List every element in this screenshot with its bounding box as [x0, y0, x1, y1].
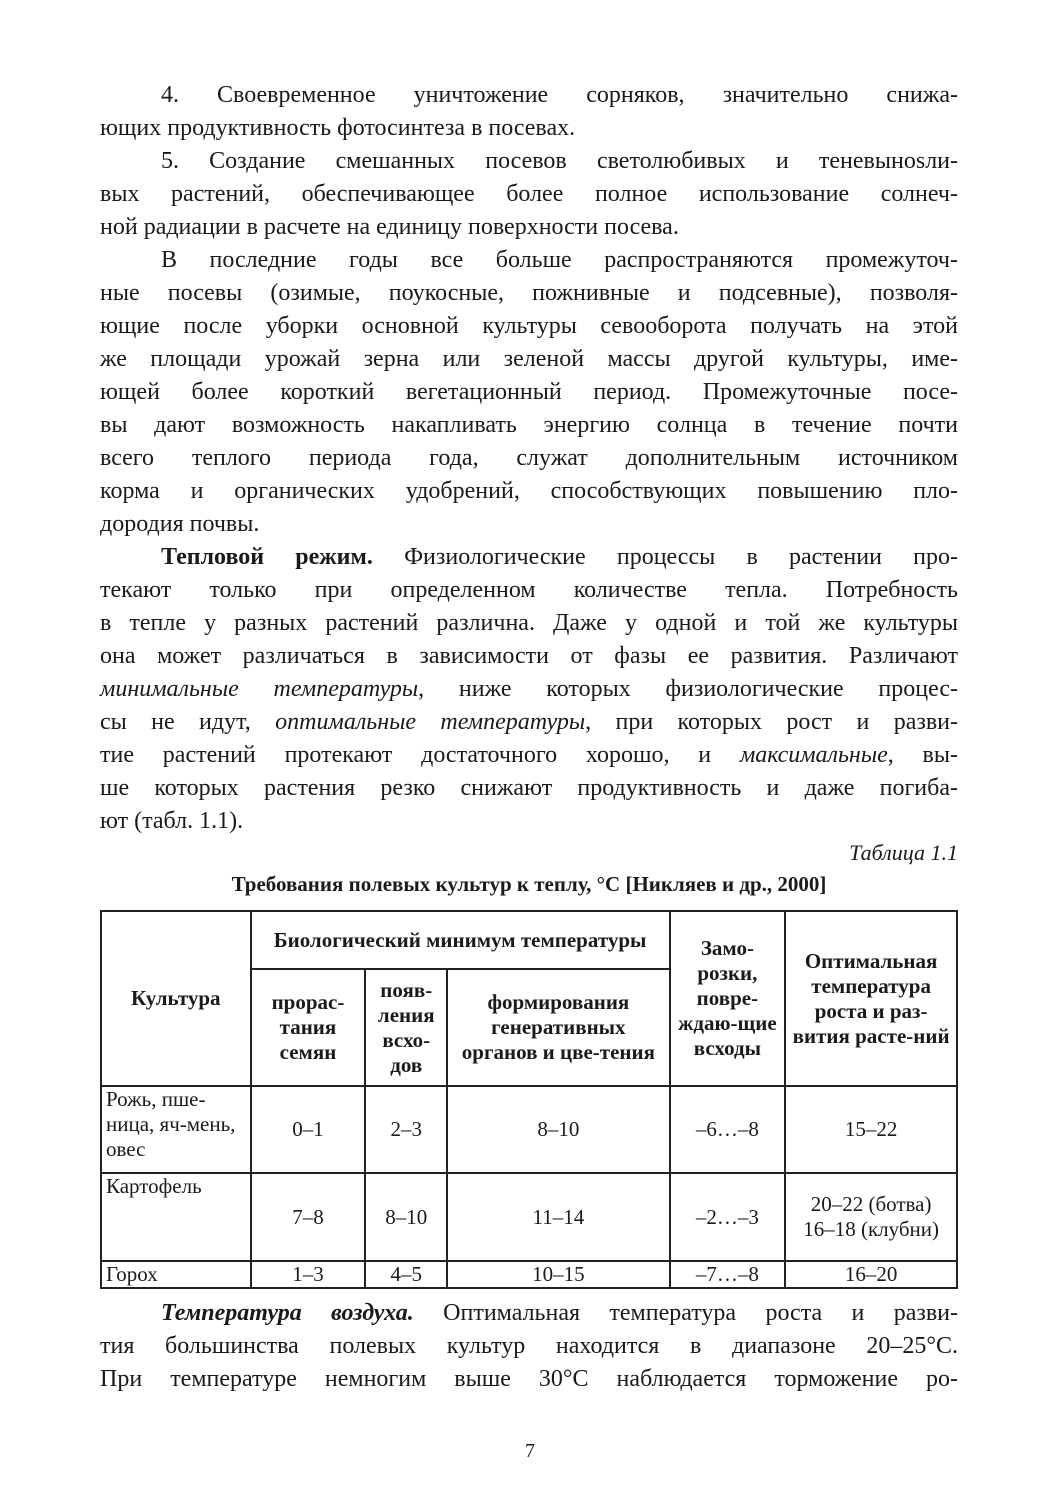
text-run: всего теплого периода года, служат дополнительным источником — [100, 445, 958, 471]
text-run: тие растений протекают достаточного хорошо, и — [100, 742, 740, 768]
text-run: вы дают возможность накапливать энергию солнца в течение почти — [100, 412, 958, 438]
text-line — [100, 343, 958, 376]
text-run: 5. Создание смешанных посевов светолюбивых и теневынosли- — [161, 148, 958, 174]
text-run: в тепле у разных растений различна. Даже у одной и той же культуры — [100, 610, 958, 636]
cell-formation: 8–10 — [447, 1086, 669, 1173]
text-line — [100, 277, 958, 310]
header-optimal: Оптимальная температура роста и раз-вития расте-ний — [785, 911, 957, 1086]
text-run: , ниже которых физиологические процес- — [418, 676, 958, 702]
text-line — [100, 1330, 958, 1363]
text-line — [100, 706, 958, 739]
cell-optimal: 16–20 — [785, 1261, 957, 1288]
cell-frost: –6…–8 — [670, 1086, 786, 1173]
cell-formation: 10–15 — [447, 1261, 669, 1288]
header-formation: формирования генеративных органов и цве-тения — [447, 969, 669, 1086]
text-line — [100, 574, 958, 607]
text-line — [100, 508, 958, 541]
cell-frost: –7…–8 — [670, 1261, 786, 1288]
text-run: Физиологические процессы в растении про- — [372, 544, 958, 570]
text-line — [100, 1297, 958, 1330]
text-line — [100, 541, 958, 574]
text-line — [100, 145, 958, 178]
header-frost: Замо-розки, повре-ждаю-щие всходы — [670, 911, 786, 1086]
text-run: вых растений, обеспечивающее более полное использование солнеч- — [100, 181, 958, 207]
text-run: корма и органических удобрений, способствующих повышению пло- — [100, 478, 958, 504]
text-run: ные посевы (озимые, поукосные, пожнивные и подсевные), позволя- — [100, 280, 958, 306]
text-run: В последние годы все больше распространяются промежуточ- — [161, 247, 958, 273]
page-number: 7 — [525, 1440, 535, 1462]
text-run: ют (табл. 1.1). — [100, 808, 244, 834]
text-line — [100, 475, 958, 508]
text-line — [100, 112, 958, 145]
text-line — [100, 607, 958, 640]
text-line — [100, 640, 958, 673]
table-row — [101, 1173, 957, 1261]
text-run: ющие после уборки основной культуры севооборота получать на этой — [100, 313, 958, 339]
body-text-top — [100, 79, 958, 838]
header-germination: прорас-тания семян — [251, 969, 366, 1086]
text-run: 4. Своевременное уничтожение сорняков, значительно снижа- — [161, 82, 958, 108]
text-line — [100, 211, 958, 244]
text-line — [100, 244, 958, 277]
cell-formation: 11–14 — [447, 1173, 669, 1261]
table-caption: Таблица 1.1 — [849, 840, 958, 865]
table-row — [101, 1086, 957, 1173]
text-run: ющей более короткий вегетационный период. Промежуточные посе- — [100, 379, 958, 405]
body-text-bottom — [100, 1297, 958, 1396]
cell-germination: 0–1 — [251, 1086, 366, 1173]
emphasized-text: Тепловой режим. — [161, 544, 373, 570]
text-run: При температуре немногим выше 30°С наблюдается торможение ро- — [100, 1366, 958, 1392]
text-run: дородия почвы. — [100, 511, 260, 537]
text-line — [100, 310, 958, 343]
header-bio-min: Биологический минимум температуры — [251, 911, 670, 969]
text-line — [100, 178, 958, 211]
text-run: , при которых рост и разви- — [585, 709, 959, 735]
table-row — [101, 1261, 957, 1288]
text-line — [100, 409, 958, 442]
cell-optimal: 20–22 (ботва) 16–18 (клубни) — [785, 1173, 957, 1261]
text-run: сы не идут, — [100, 709, 276, 735]
text-line — [100, 376, 958, 409]
emphasized-text: минимальные температуры — [100, 676, 419, 702]
text-run: ющих продуктивность фотосинтеза в посевах. — [100, 115, 576, 141]
text-line — [100, 673, 958, 706]
text-line — [100, 805, 958, 838]
text-run: же площади урожай зерна или зеленой массы другой культуры, име- — [100, 346, 958, 372]
text-line — [100, 79, 958, 112]
cell-emergence: 2–3 — [365, 1086, 447, 1173]
cell-culture: Горох — [101, 1261, 251, 1288]
cell-optimal: 15–22 — [785, 1086, 957, 1173]
text-run: она может различаться в зависимости от фазы ее развития. Различают — [100, 643, 958, 669]
header-emergence: появ-ления всхо-дов — [365, 969, 447, 1086]
text-run: тия большинства полевых культур находится в диапазоне 20–25°С. — [100, 1333, 958, 1359]
emphasized-text: оптимальные температуры — [275, 709, 586, 735]
text-line — [100, 1363, 958, 1396]
cell-frost: –2…–3 — [670, 1173, 786, 1261]
emphasized-text: максимальные — [739, 742, 888, 768]
text-line — [100, 739, 958, 772]
text-run: текают только при определенном количестве тепла. Потребность — [100, 577, 958, 603]
text-run: Оптимальная температура роста и разви- — [413, 1300, 958, 1326]
header-culture: Культура — [101, 911, 251, 1086]
emphasized-text: Температура воздуха. — [161, 1300, 414, 1326]
temperature-requirements-table — [100, 910, 958, 1289]
cell-culture: Рожь, пше-ница, яч-мень, овес — [101, 1086, 251, 1173]
cell-germination: 1–3 — [251, 1261, 366, 1288]
text-run: ной радиации в расчете на единицу поверхности посева. — [100, 214, 679, 240]
text-line — [100, 772, 958, 805]
cell-culture: Картофель — [101, 1173, 251, 1261]
text-line — [100, 442, 958, 475]
cell-emergence: 8–10 — [365, 1173, 447, 1261]
cell-germination: 7–8 — [251, 1173, 366, 1261]
cell-emergence: 4–5 — [365, 1261, 447, 1288]
text-run: , вы- — [887, 742, 958, 768]
table-title: Требования полевых культур к теплу, °С [Никляев и др., 2000] — [231, 872, 827, 896]
text-run: ше которых растения резко снижают продуктивность и даже погиба- — [100, 775, 958, 801]
